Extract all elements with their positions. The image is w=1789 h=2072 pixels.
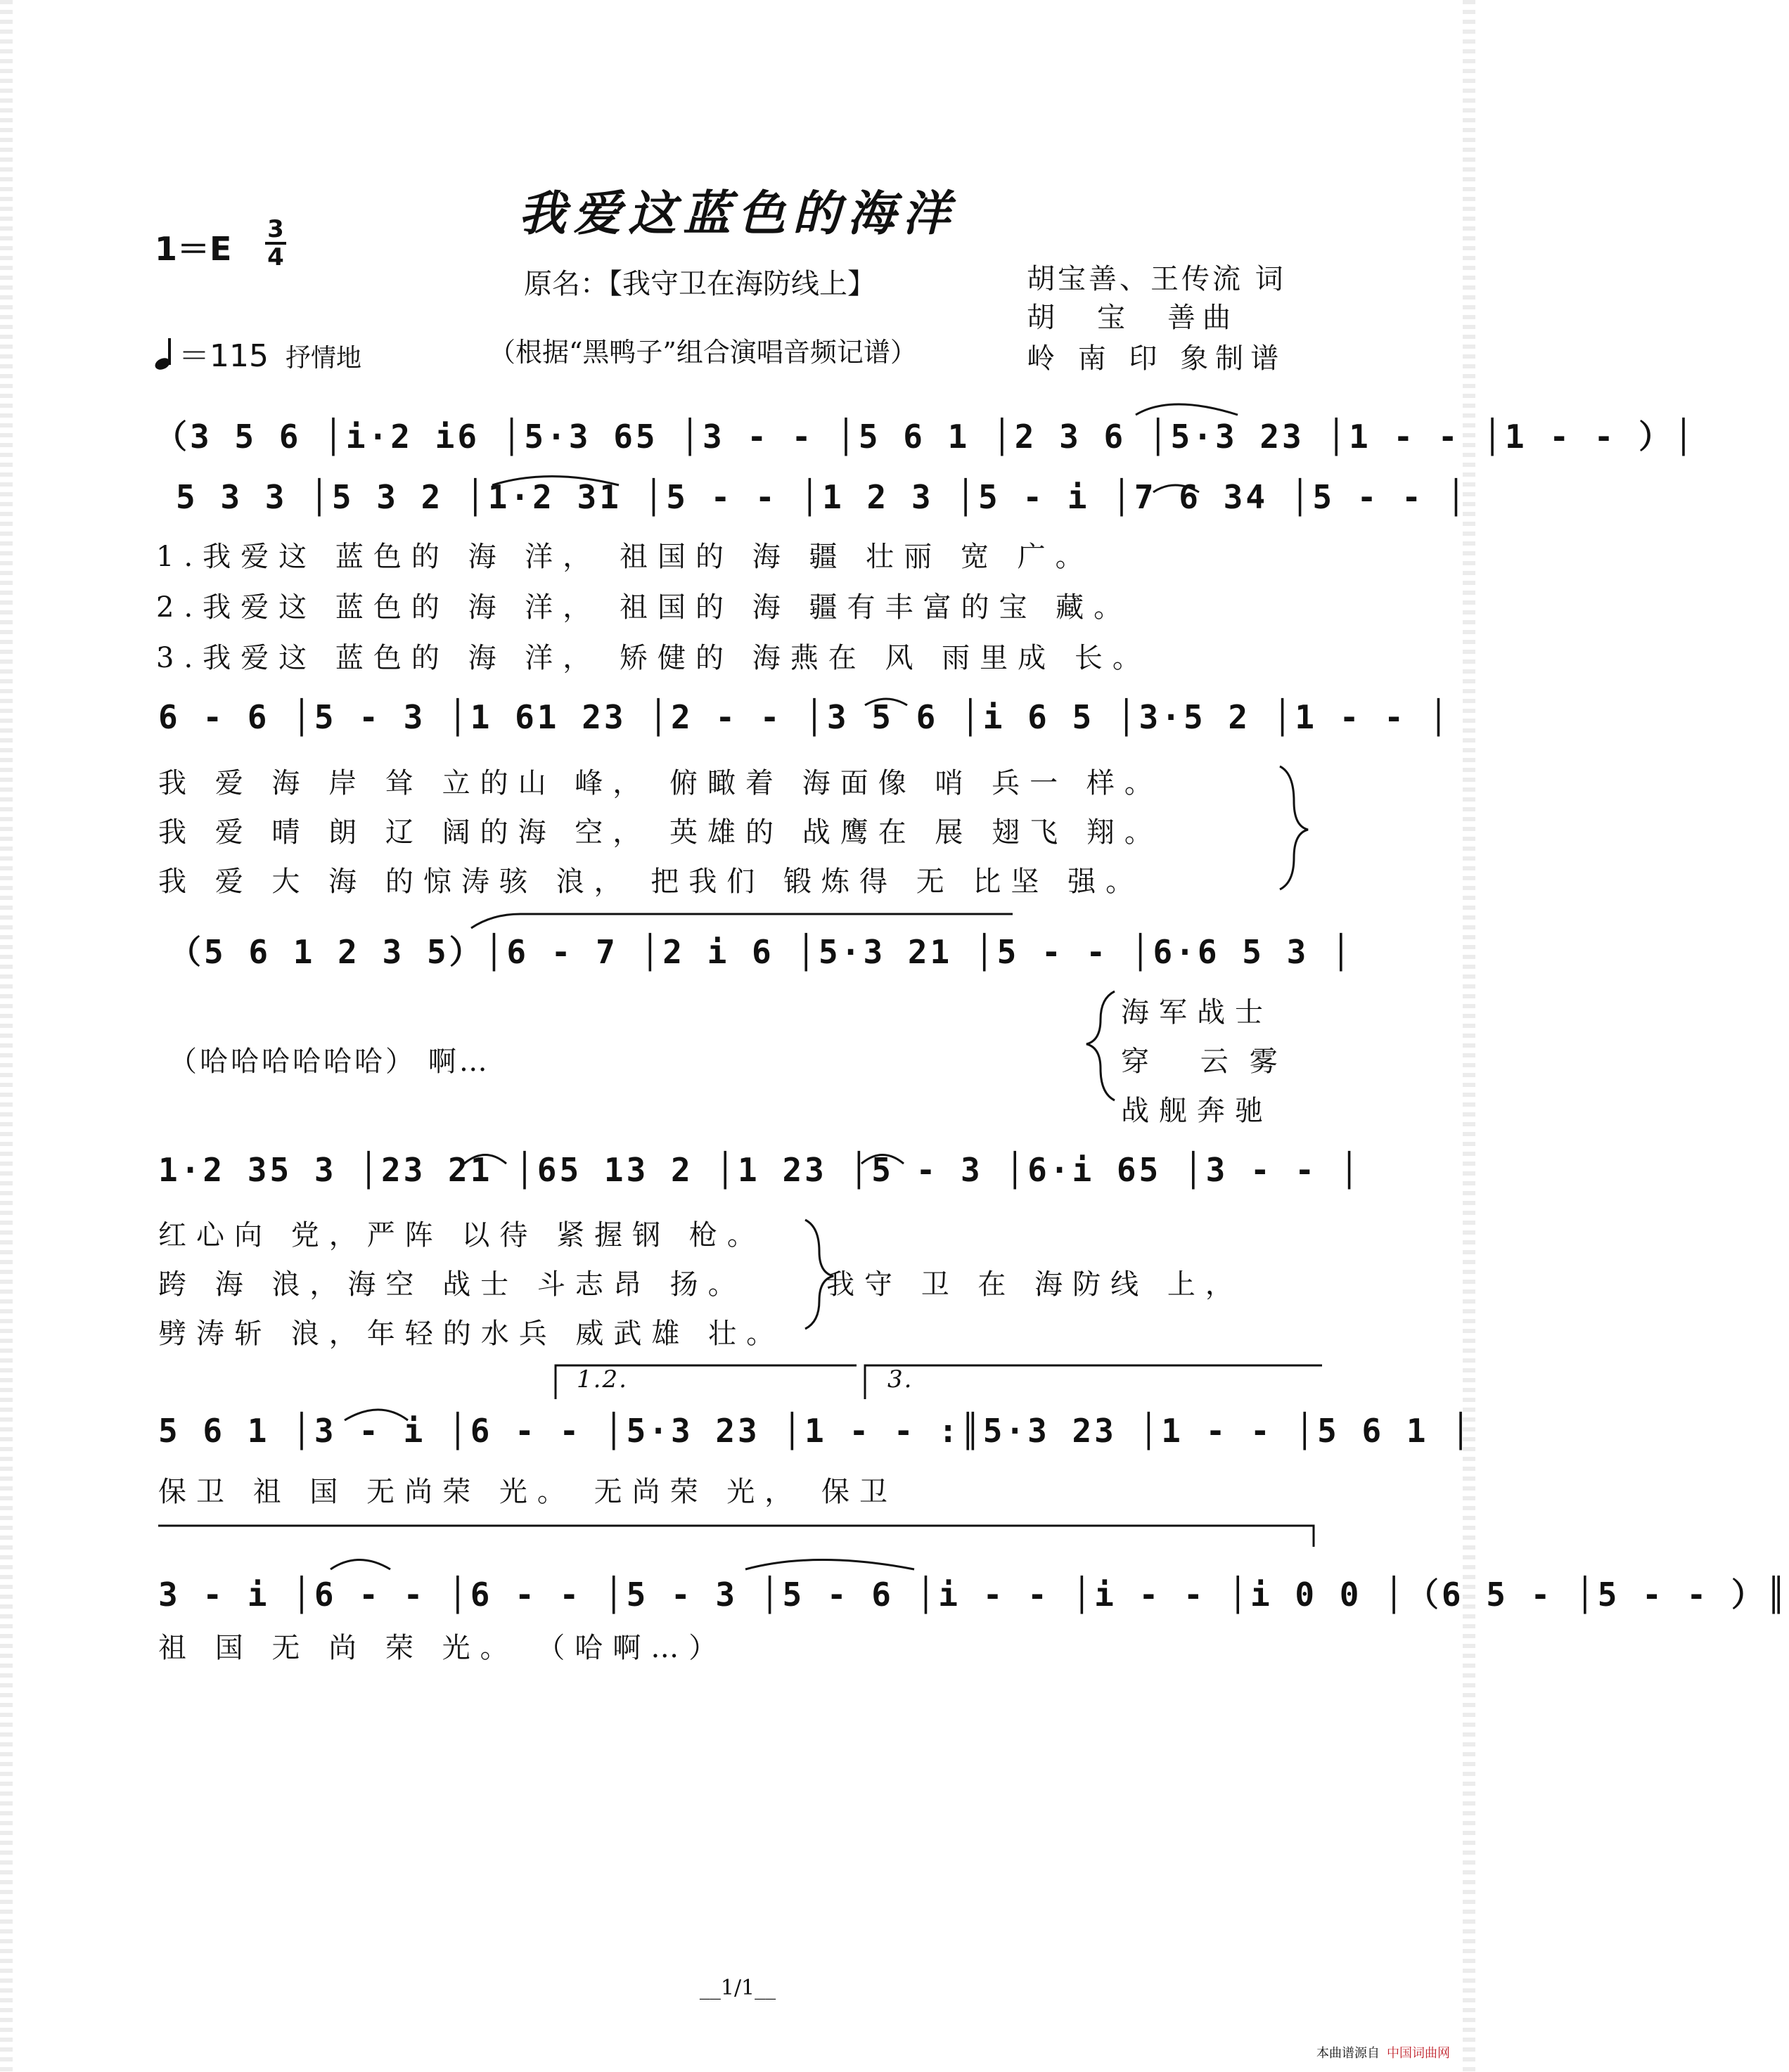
tempo-value: ＝115	[179, 338, 269, 374]
time-signature	[262, 217, 290, 270]
tempo-expression: 抒情地	[285, 344, 361, 373]
original-name: 原名：【我守卫在海防线上】	[524, 268, 876, 300]
transcription-basis: （根据“黑鸭子”组合演唱音频记谱）	[489, 337, 917, 368]
source-site: 中国词曲网	[1387, 2046, 1450, 2061]
music-line-6: 5 6 1 │3 - i │6 - - │5·3 23 │1 - - :║5·3 23 │1 - - │5 6 1 │	[158, 1412, 1473, 1450]
time-signature-top: 3	[267, 215, 284, 243]
brace	[1280, 766, 1308, 889]
time-signature-bottom: 4	[267, 243, 284, 271]
page-title: 我爱这蓝色的海洋	[518, 186, 957, 242]
lyric-interlude: （哈哈哈哈哈哈） 啊…	[169, 1045, 490, 1078]
music-line-4: （5 6 1 2 3 5）│6 - 7 │2 i 6 │5·3 21 │5 - - │6·6 5 3 │	[169, 933, 1354, 971]
page-number: __1/1__	[699, 1976, 776, 2000]
tempo-marking	[155, 330, 361, 375]
brace	[1086, 991, 1115, 1100]
lyric-line-8: 跨 海 浪，海空 战士 斗志昂 扬。	[158, 1268, 746, 1301]
tie-arc	[745, 1560, 914, 1570]
volta-1-2: 1.2.	[577, 1365, 628, 1394]
source-credit	[1316, 2043, 1450, 2061]
lyric-verse-2: 2.我爱这 蓝色的 海 洋， 祖国的 海 疆有丰富的宝 藏。	[156, 591, 1132, 624]
music-line-2: 5 3 3 │5 3 2 │1·2 31 │5 - - │1 2 3 │5 - i │7 6 34 │5 - - │	[176, 478, 1469, 516]
lyric-line-9: 劈涛斩 浪，年轻的水兵 威武雄 壮。	[158, 1318, 785, 1350]
music-line-7: 3 - i │6 - - │6 - - │5 - 3 │5 - 6 │i - - │i - - │i 0 0 │（6 5 - │5 - - ）║	[158, 1576, 1789, 1614]
music-line-3: 6 - 6 │5 - 3 │1 61 23 │2 - - │3 5 6 │i 6 5 │3·5 2 │1 - - │	[158, 698, 1451, 736]
lyric-brace-3: 战舰奔驰	[1121, 1095, 1273, 1127]
right-watermark-strip	[1463, 0, 1475, 2072]
key-signature: 1＝E	[155, 230, 232, 268]
lyric-line-7: 红心向 党，严阵 以待 紧握钢 枪。	[158, 1219, 765, 1251]
quarter-note-icon	[155, 338, 173, 369]
tie-arc	[331, 1560, 390, 1570]
volta-bracket-2	[865, 1365, 1322, 1399]
music-line-5: 1·2 35 3 │23 21 │65 13 2 │1 23 │5 - 3 │6·i 65 │3 - - │	[158, 1151, 1362, 1189]
line-bracket	[158, 1526, 1314, 1547]
volta-3: 3.	[887, 1365, 913, 1394]
lyric-line-6: 我 爱 大 海 的惊涛骇 浪， 把我们 锻炼得 无 比坚 强。	[158, 866, 1144, 898]
left-watermark-strip	[0, 0, 13, 2072]
phrase-slur	[471, 914, 1013, 928]
music-line-1: （3 5 6 │i·2 i6 │5·3 65 │3 - - │5 6 1 │2 3 6 │5·3 23 │1 - - │1 - - ）│	[155, 418, 1696, 456]
lyric-brace-1: 海军战士	[1121, 996, 1273, 1029]
credit-composer: 胡 宝 善曲	[1027, 302, 1238, 334]
credit-engraver: 岭 南 印 象制谱	[1027, 342, 1286, 375]
credit-lyricist: 胡宝善、王传流 词	[1027, 263, 1286, 295]
lyric-line-11: 祖 国 无 尚 荣 光。 （哈啊…）	[158, 1632, 727, 1664]
lyric-line-10: 保卫 祖 国 无尚荣 光。 无尚荣 光， 保卫	[158, 1476, 898, 1508]
lyric-refrain: 我守 卫 在 海防线 上，	[826, 1268, 1243, 1301]
lyric-brace-2: 穿 云雾	[1121, 1045, 1299, 1078]
lyric-verse-3: 3.我爱这 蓝色的 海 洋， 矫健的 海燕在 风 雨里成 长。	[156, 642, 1150, 674]
lyric-verse-1: 1.我爱这 蓝色的 海 洋， 祖国的 海 疆 壮丽 宽 广。	[156, 541, 1094, 573]
source-label: 本曲谱源自	[1316, 2046, 1380, 2061]
lyric-line-4: 我 爱 海 岸 耸 立的山 峰， 俯瞰着 海面像 哨 兵一 样。	[158, 767, 1162, 799]
lyric-line-5: 我 爱 晴 朗 辽 阔的海 空， 英雄的 战鹰在 展 翅飞 翔。	[158, 816, 1162, 849]
